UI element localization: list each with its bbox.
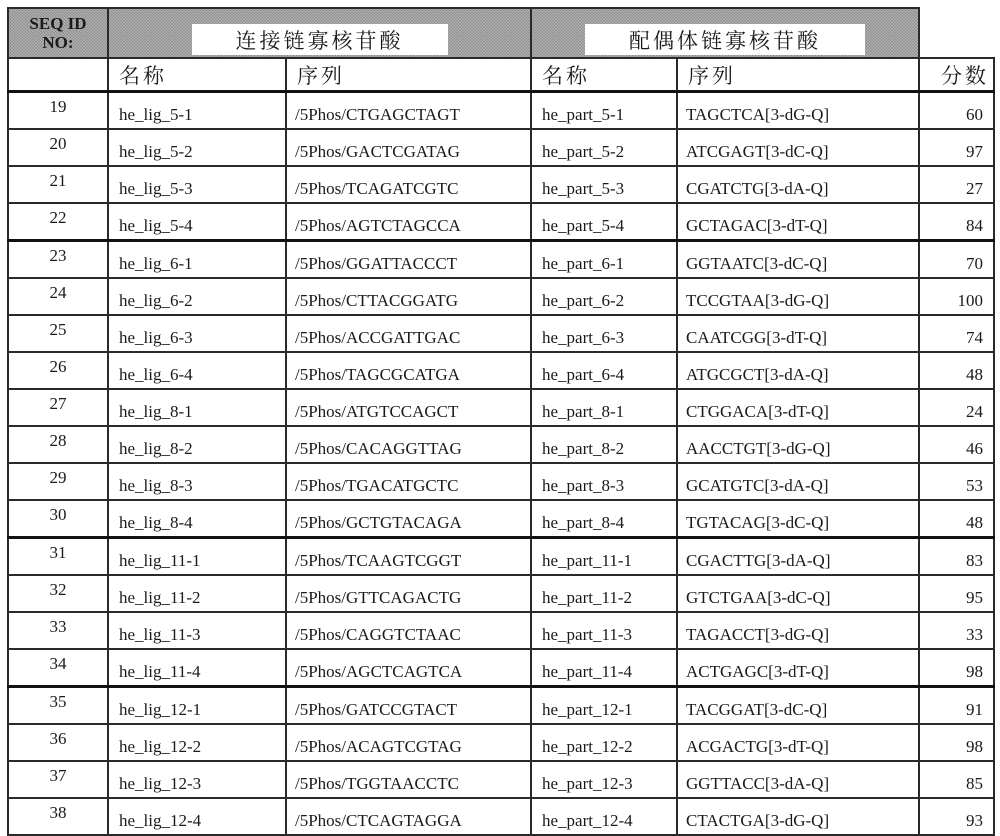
part-name-cell: he_part_12-4 xyxy=(531,798,677,835)
seq-id-cell: 22 xyxy=(8,203,108,241)
lig-sequence-cell: /5Phos/GACTCGATAG xyxy=(286,129,531,166)
lig-sequence-cell: /5Phos/TGGTAACCTC xyxy=(286,761,531,798)
lig-name-cell: he_lig_12-4 xyxy=(108,798,286,835)
part-sequence-cell: CAATCGG[3-dT-Q] xyxy=(677,315,919,352)
table-row xyxy=(8,649,994,687)
lig-name-cell: he_lig_5-1 xyxy=(108,92,286,130)
part-name-cell: he_part_6-4 xyxy=(531,352,677,389)
table-row xyxy=(8,687,994,725)
seq-id-cell: 36 xyxy=(8,724,108,761)
part-sequence-cell: CTGGACA[3-dT-Q] xyxy=(677,389,919,426)
seq-id-cell: 38 xyxy=(8,798,108,835)
score-cell: 46 xyxy=(919,426,994,463)
seq-id-subheader xyxy=(8,58,108,92)
part-name-cell: he_part_11-3 xyxy=(531,612,677,649)
part-sequence-cell: ACTGAGC[3-dT-Q] xyxy=(677,649,919,687)
lig-sequence-cell: /5Phos/AGCTCAGTCA xyxy=(286,649,531,687)
part-sequence-cell: ATCGAGT[3-dC-Q] xyxy=(677,129,919,166)
lig-name-cell: he_lig_11-4 xyxy=(108,649,286,687)
seq-id-cell: 24 xyxy=(8,278,108,315)
score-cell: 98 xyxy=(919,649,994,687)
table-row xyxy=(8,500,994,538)
part-name-cell: he_part_11-1 xyxy=(531,538,677,576)
lig-sequence-cell: /5Phos/ACAGTCGTAG xyxy=(286,724,531,761)
corner-blank xyxy=(919,8,994,58)
part-sequence-cell: GGTTACC[3-dA-Q] xyxy=(677,761,919,798)
lig-name-cell: he_lig_5-4 xyxy=(108,203,286,241)
seq-id-cell: 26 xyxy=(8,352,108,389)
table-row xyxy=(8,761,994,798)
part-name-cell: he_part_5-2 xyxy=(531,129,677,166)
lig-sequence-cell: /5Phos/TCAGATCGTC xyxy=(286,166,531,203)
table-row xyxy=(8,92,994,130)
seq-id-cell: 32 xyxy=(8,575,108,612)
seq-id-cell: 37 xyxy=(8,761,108,798)
score-cell: 48 xyxy=(919,500,994,538)
seq-id-cell: 29 xyxy=(8,463,108,500)
table-row xyxy=(8,426,994,463)
score-cell: 48 xyxy=(919,352,994,389)
part-sequence-cell: TAGCTCA[3-dG-Q] xyxy=(677,92,919,130)
part-name-header: 名称 xyxy=(531,58,677,92)
lig-name-cell: he_lig_5-2 xyxy=(108,129,286,166)
part-name-cell: he_part_12-2 xyxy=(531,724,677,761)
table-row xyxy=(8,575,994,612)
lig-name-cell: he_lig_12-1 xyxy=(108,687,286,725)
score-cell: 84 xyxy=(919,203,994,241)
part-name-cell: he_part_12-1 xyxy=(531,687,677,725)
data-table xyxy=(7,7,995,836)
part-sequence-cell: ACGACTG[3-dT-Q] xyxy=(677,724,919,761)
table-row xyxy=(8,538,994,576)
lig-sequence-cell: /5Phos/TCAAGTCGGT xyxy=(286,538,531,576)
lig-sequence-cell: /5Phos/ATGTCCAGCT xyxy=(286,389,531,426)
lig-name-cell: he_lig_6-4 xyxy=(108,352,286,389)
part-sequence-cell: GGTAATC[3-dC-Q] xyxy=(677,241,919,279)
lig-name-cell: he_lig_11-3 xyxy=(108,612,286,649)
seq-id-header-line1: SEQ ID xyxy=(29,14,87,33)
score-cell: 91 xyxy=(919,687,994,725)
score-cell: 93 xyxy=(919,798,994,835)
part-sequence-cell: GCATGTC[3-dA-Q] xyxy=(677,463,919,500)
part-sequence-cell: TCCGTAA[3-dG-Q] xyxy=(677,278,919,315)
seq-id-header-line2: NO: xyxy=(42,33,74,52)
part-name-cell: he_part_8-3 xyxy=(531,463,677,500)
seq-id-cell: 23 xyxy=(8,241,108,279)
seq-id-cell: 27 xyxy=(8,389,108,426)
lig-name-cell: he_lig_6-3 xyxy=(108,315,286,352)
score-cell: 100 xyxy=(919,278,994,315)
score-cell: 33 xyxy=(919,612,994,649)
seq-id-header xyxy=(8,8,108,58)
part-name-cell: he_part_12-3 xyxy=(531,761,677,798)
part-name-cell: he_part_8-1 xyxy=(531,389,677,426)
lig-name-cell: he_lig_11-1 xyxy=(108,538,286,576)
group-header-row xyxy=(8,8,994,58)
part-sequence-cell: GTCTGAA[3-dC-Q] xyxy=(677,575,919,612)
lig-sequence-cell: /5Phos/GGATTACCCT xyxy=(286,241,531,279)
lig-name-cell: he_lig_8-3 xyxy=(108,463,286,500)
seq-id-cell: 21 xyxy=(8,166,108,203)
part-sequence-cell: AACCTGT[3-dG-Q] xyxy=(677,426,919,463)
score-cell: 85 xyxy=(919,761,994,798)
seq-id-cell: 31 xyxy=(8,538,108,576)
seq-id-cell: 20 xyxy=(8,129,108,166)
partner-oligo-group-label: 配偶体链寡核苷酸 xyxy=(585,24,865,55)
lig-name-cell: he_lig_6-1 xyxy=(108,241,286,279)
score-cell: 74 xyxy=(919,315,994,352)
ligation-oligo-group-label: 连接链寡核苷酸 xyxy=(192,24,448,55)
seq-id-cell: 19 xyxy=(8,92,108,130)
lig-sequence-cell: /5Phos/ACCGATTGAC xyxy=(286,315,531,352)
part-sequence-cell: TACGGAT[3-dC-Q] xyxy=(677,687,919,725)
part-sequence-cell: TGTACAG[3-dC-Q] xyxy=(677,500,919,538)
partner-oligo-group-header xyxy=(531,8,919,58)
oligonucleotide-table xyxy=(7,7,995,836)
part-name-cell: he_part_6-3 xyxy=(531,315,677,352)
part-name-cell: he_part_6-1 xyxy=(531,241,677,279)
seq-id-cell: 30 xyxy=(8,500,108,538)
part-sequence-cell: TAGACCT[3-dG-Q] xyxy=(677,612,919,649)
lig-name-cell: he_lig_12-3 xyxy=(108,761,286,798)
lig-sequence-cell: /5Phos/GATCCGTACT xyxy=(286,687,531,725)
table-row xyxy=(8,241,994,279)
part-name-cell: he_part_5-3 xyxy=(531,166,677,203)
seq-id-cell: 28 xyxy=(8,426,108,463)
score-cell: 24 xyxy=(919,389,994,426)
table-row xyxy=(8,278,994,315)
table-row xyxy=(8,612,994,649)
lig-sequence-cell: /5Phos/GTTCAGACTG xyxy=(286,575,531,612)
seq-id-cell: 35 xyxy=(8,687,108,725)
table-row xyxy=(8,129,994,166)
lig-sequence-cell: /5Phos/CTCAGTAGGA xyxy=(286,798,531,835)
score-cell: 70 xyxy=(919,241,994,279)
table-row xyxy=(8,389,994,426)
part-name-cell: he_part_5-1 xyxy=(531,92,677,130)
lig-name-cell: he_lig_6-2 xyxy=(108,278,286,315)
seq-id-cell: 33 xyxy=(8,612,108,649)
lig-sequence-cell: /5Phos/CTTACGGATG xyxy=(286,278,531,315)
table-row xyxy=(8,724,994,761)
score-cell: 60 xyxy=(919,92,994,130)
lig-sequence-header: 序列 xyxy=(286,58,531,92)
part-name-cell: he_part_8-2 xyxy=(531,426,677,463)
lig-name-cell: he_lig_8-2 xyxy=(108,426,286,463)
column-header-row xyxy=(8,58,994,92)
table-row xyxy=(8,315,994,352)
lig-name-cell: he_lig_8-4 xyxy=(108,500,286,538)
table-row xyxy=(8,166,994,203)
table-row xyxy=(8,798,994,835)
part-name-cell: he_part_5-4 xyxy=(531,203,677,241)
lig-name-header: 名称 xyxy=(108,58,286,92)
score-header: 分数 xyxy=(919,58,994,92)
part-sequence-cell: CGATCTG[3-dA-Q] xyxy=(677,166,919,203)
part-sequence-cell: GCTAGAC[3-dT-Q] xyxy=(677,203,919,241)
score-cell: 27 xyxy=(919,166,994,203)
part-name-cell: he_part_8-4 xyxy=(531,500,677,538)
score-cell: 53 xyxy=(919,463,994,500)
lig-sequence-cell: /5Phos/CTGAGCTAGT xyxy=(286,92,531,130)
lig-name-cell: he_lig_5-3 xyxy=(108,166,286,203)
lig-name-cell: he_lig_11-2 xyxy=(108,575,286,612)
part-sequence-cell: CTACTGA[3-dG-Q] xyxy=(677,798,919,835)
lig-sequence-cell: /5Phos/TGACATGCTC xyxy=(286,463,531,500)
lig-name-cell: he_lig_12-2 xyxy=(108,724,286,761)
part-name-cell: he_part_11-4 xyxy=(531,649,677,687)
table-row xyxy=(8,352,994,389)
seq-id-cell: 34 xyxy=(8,649,108,687)
part-sequence-cell: ATGCGCT[3-dA-Q] xyxy=(677,352,919,389)
score-cell: 98 xyxy=(919,724,994,761)
score-cell: 95 xyxy=(919,575,994,612)
part-sequence-cell: CGACTTG[3-dA-Q] xyxy=(677,538,919,576)
lig-sequence-cell: /5Phos/CACAGGTTAG xyxy=(286,426,531,463)
lig-sequence-cell: /5Phos/AGTCTAGCCA xyxy=(286,203,531,241)
score-cell: 83 xyxy=(919,538,994,576)
part-sequence-header: 序列 xyxy=(677,58,919,92)
lig-sequence-cell: /5Phos/TAGCGCATGA xyxy=(286,352,531,389)
score-cell: 97 xyxy=(919,129,994,166)
seq-id-cell: 25 xyxy=(8,315,108,352)
lig-sequence-cell: /5Phos/CAGGTCTAAC xyxy=(286,612,531,649)
ligation-oligo-group-header xyxy=(108,8,531,58)
lig-sequence-cell: /5Phos/GCTGTACAGA xyxy=(286,500,531,538)
part-name-cell: he_part_11-2 xyxy=(531,575,677,612)
part-name-cell: he_part_6-2 xyxy=(531,278,677,315)
table-row xyxy=(8,203,994,241)
lig-name-cell: he_lig_8-1 xyxy=(108,389,286,426)
table-row xyxy=(8,463,994,500)
